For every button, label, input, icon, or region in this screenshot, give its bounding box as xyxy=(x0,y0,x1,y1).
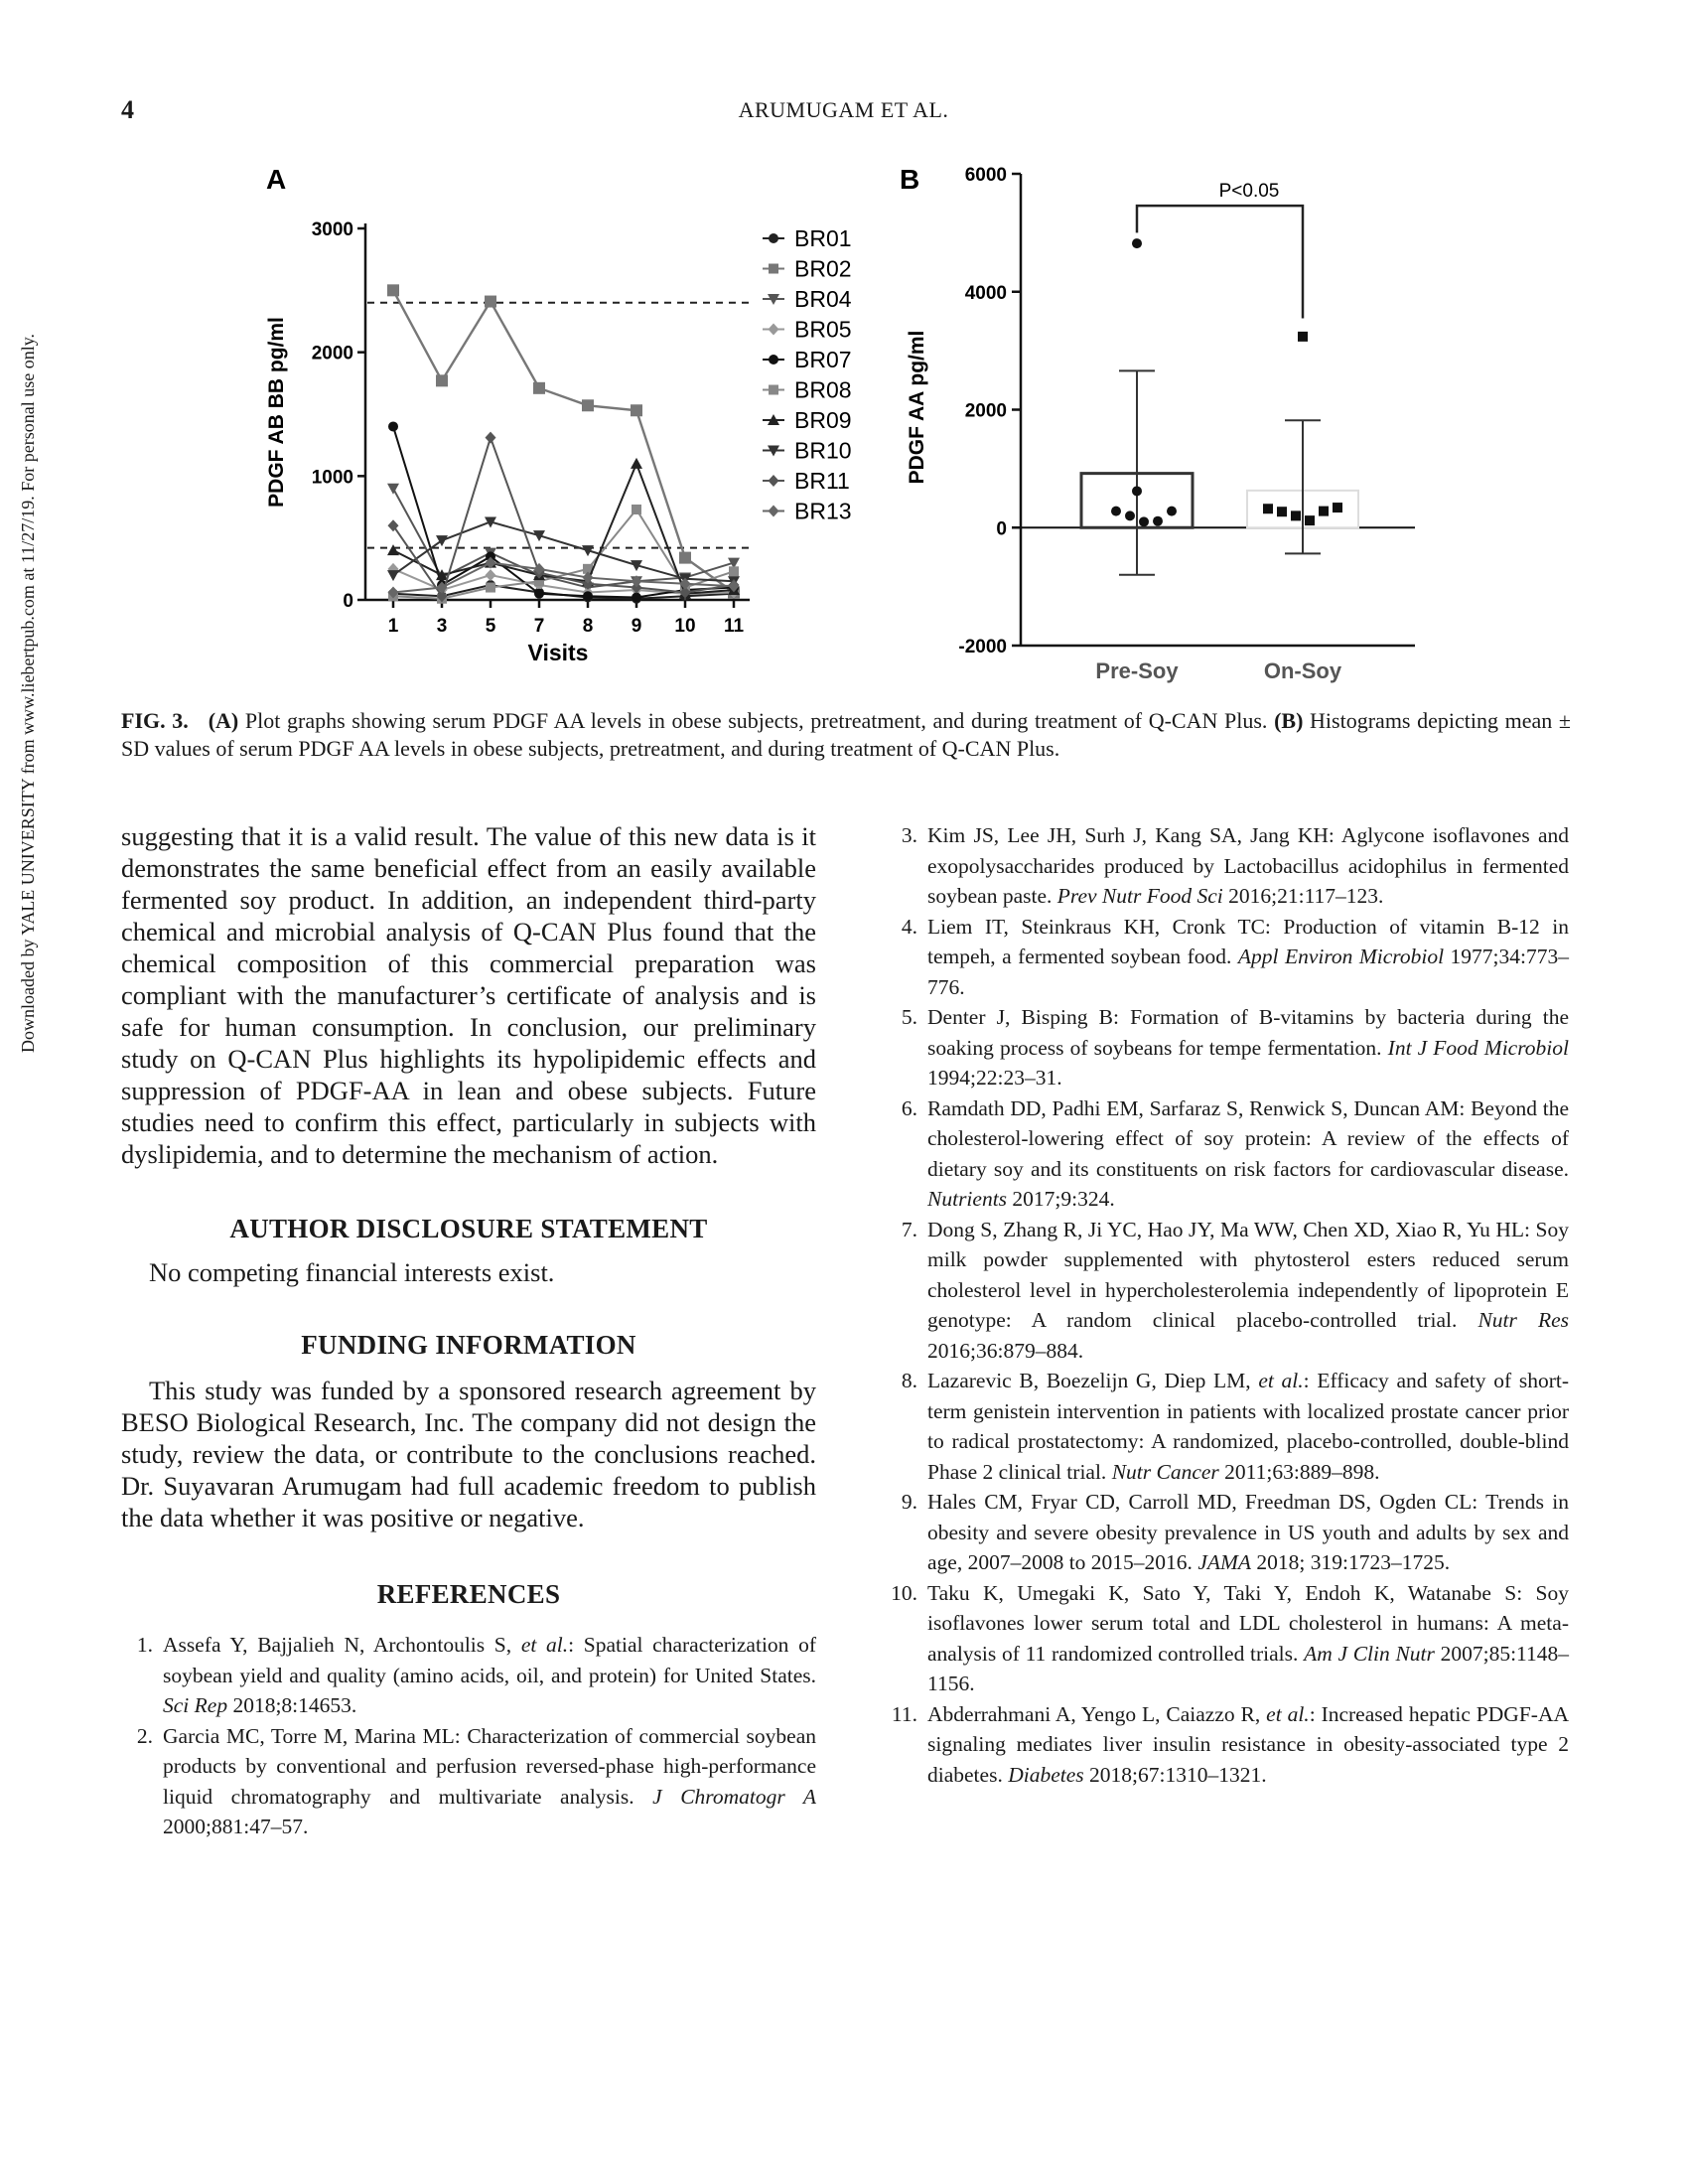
caption-a-text: Plot graphs showing serum PDGF AA levels in obese subjects, pretreatment, and during treatment of Q-CAN Plus. xyxy=(238,708,1275,733)
reference-item xyxy=(874,1578,1569,1699)
reference-details: 2017;9:324. xyxy=(1007,1187,1115,1211)
chart-a-x-tick-label: 11 xyxy=(723,616,745,637)
reference-item xyxy=(874,912,1569,1003)
reference-authors-title: Taku K, Umegaki K, Sato Y, Taki Y, Endoh K, Watanabe S: Soy isoflavones lower serum total and LDL cholesterol in humans: A meta-analysis of 11 randomized controlled trials. xyxy=(927,1580,1569,1666)
chart-b-point-pre-soy xyxy=(1167,507,1177,516)
legend-swatch-marker xyxy=(769,324,779,336)
reference-number: 8. xyxy=(901,1369,917,1392)
chart-a-point-br08 xyxy=(486,583,495,593)
reference-details: 1994;22:23–31. xyxy=(927,1066,1062,1090)
reference-number: 1. xyxy=(136,1633,153,1657)
chart-a-point-br09 xyxy=(631,458,642,469)
reference-authors-title: Liem IT, Steinkraus KH, Cronk TC: Production of vitamin B-12 in tempeh, a fermented soybean food. xyxy=(927,914,1569,968)
reference-item xyxy=(874,1215,1569,1367)
chart-b-ylabel: PDGF AA pg/ml xyxy=(906,330,928,485)
reference-item xyxy=(874,1699,1569,1791)
reference-text xyxy=(927,1093,1569,1215)
chart-a-point-br04 xyxy=(387,484,399,495)
reference-authors-title: Kim JS, Lee JH, Surh J, Kang SA, Jang KH: Aglycone isoflavones and exopolysaccharides produced by Lactobacillus acidophilus in fermented soybean paste. xyxy=(927,823,1569,908)
reference-text xyxy=(163,1630,816,1721)
reference-italic: Nutr Res xyxy=(1477,1308,1569,1332)
legend-swatch-marker xyxy=(769,506,779,517)
reference-number: 9. xyxy=(901,1490,917,1514)
reference-journal: Sci Rep xyxy=(163,1693,228,1717)
chart-b-y-tick-label: 2000 xyxy=(964,400,1007,422)
legend-item: BR04 xyxy=(794,286,852,312)
page-number: 4 xyxy=(121,95,134,124)
significance-label: P<0.05 xyxy=(1218,181,1280,202)
chart-a-point-br02 xyxy=(582,399,594,411)
reference-details: : Efficacy and safety of short-term genistein intervention in patients with localized prostate cancer prior to radical prostatectomy: A randomized, placebo-controlled, double-blind Phase 2 clinical trial. xyxy=(927,1369,1569,1484)
reference-text xyxy=(927,1487,1569,1578)
reference-details: 2007;85:1148–1156. xyxy=(927,1641,1569,1695)
reference-item xyxy=(874,1487,1569,1578)
reference-italic: et al. xyxy=(1266,1701,1310,1726)
legend-item: BR02 xyxy=(794,255,852,282)
chart-a-point-br02 xyxy=(436,374,448,386)
reference-number: 10. xyxy=(891,1580,917,1605)
chart-a-point-br02 xyxy=(485,296,496,308)
caption-b-mark: (B) xyxy=(1274,708,1304,733)
disclosure-text: No competing financial interests exist. xyxy=(149,1257,555,1287)
panel-b-label: B xyxy=(900,164,920,195)
chart-a-point-br08 xyxy=(632,505,641,514)
legend-item: BR10 xyxy=(794,437,852,464)
chart-b-y-tick-label: 4000 xyxy=(964,282,1007,304)
references-list-right xyxy=(874,820,1569,1790)
chart-a-y-tick-label: 0 xyxy=(343,591,353,612)
left-column xyxy=(121,820,816,1842)
reference-text xyxy=(927,912,1569,1003)
reference-item xyxy=(121,1630,816,1721)
chart-b-point-on-soy xyxy=(1291,510,1301,520)
reference-details: 2016;36:879–884. xyxy=(927,1338,1084,1363)
right-column xyxy=(874,820,1569,1790)
reference-authors-title: Garcia MC, Torre M, Marina ML: Characterization of commercial soybean products by conventional and perfusion reversed-phase high-performance liquid chromatography and multivariate analysis. xyxy=(163,1723,816,1809)
chart-a-xlabel: Visits xyxy=(527,640,589,665)
reference-italic: et al. xyxy=(520,1633,569,1657)
legend-item: BR01 xyxy=(794,225,852,251)
chart-b xyxy=(906,165,1415,683)
reference-italic: et al. xyxy=(1258,1369,1304,1392)
chart-a-point-br11 xyxy=(486,432,496,444)
reference-item xyxy=(874,820,1569,912)
funding-heading: FUNDING INFORMATION xyxy=(301,1330,636,1360)
legend-swatch-marker xyxy=(769,385,778,395)
reference-details: 1977;34:773–776. xyxy=(927,945,1569,999)
chart-a-ylabel: PDGF AB BB pg/ml xyxy=(265,317,288,508)
references-list-left xyxy=(121,1630,816,1842)
caption-a-mark: (A) xyxy=(208,708,239,733)
reference-text xyxy=(163,1721,816,1842)
chart-b-point-on-soy xyxy=(1305,515,1315,525)
caption-b-text: Histograms depicting mean ± SD values of serum PDGF AA levels in obese subjects, pretreatment, and during treatment of Q-CAN Plus. xyxy=(121,708,1571,761)
reference-number: 3. xyxy=(901,823,917,847)
reference-citation: 2018;67:1310–1321. xyxy=(1083,1762,1267,1787)
chart-a-point-br07 xyxy=(388,421,398,431)
chart-a-x-tick-label: 8 xyxy=(582,616,594,637)
reference-authors-title: Ramdath DD, Padhi EM, Sarfaraz S, Renwick S, Duncan AM: Beyond the cholesterol-lowering effect of soy protein: A review of the effects of dietary soy and its constituents on risk factors for cardiovascular disease. xyxy=(927,1095,1569,1181)
reference-text xyxy=(927,1002,1569,1093)
reference-details: : Increased hepatic PDGF-AA signaling mediates liver insulin resistance in obesity-associated type 2 diabetes. xyxy=(927,1701,1569,1787)
reference-authors-title: Dong S, Zhang R, Ji YC, Hao JY, Ma WW, Chen XD, Xiao R, Yu HL: Soy milk powder supplemented with phytosterol esters reduced serum cholesterol level in hypercholesterolemia independently of lipoprotein E genotype: A random clinical placebo-controlled trial. xyxy=(927,1217,1569,1332)
chart-b-point-on-soy xyxy=(1277,507,1287,516)
chart-a-point-br07 xyxy=(632,593,641,603)
reference-item xyxy=(874,1093,1569,1215)
funding-text: This study was funded by a sponsored research agreement by BESO Biological Research, Inc. The company did not design the study, review the data, or contribute to the conclusions reached. Dr. Suyavaran Arumugam had full academic freedom to publish the data whether it was positive or negative. xyxy=(121,1376,816,1532)
figure-caption xyxy=(121,707,1571,763)
chart-b-point-pre-soy xyxy=(1125,510,1135,520)
reference-authors-title: Assefa Y, Bajjalieh N, Archontoulis S, xyxy=(163,1633,521,1657)
figure-3 xyxy=(0,0,1687,695)
reference-authors-title: Abderrahmani A, Yengo L, Caiazzo R, xyxy=(927,1701,1267,1726)
reference-text xyxy=(927,820,1569,912)
legend-item: BR07 xyxy=(794,347,852,372)
reference-number: 7. xyxy=(901,1217,917,1241)
chart-b-category-label: Pre-Soy xyxy=(1095,658,1179,683)
reference-text xyxy=(927,1699,1569,1791)
caption-fig-label: FIG. 3. xyxy=(121,708,189,733)
chart-b-point-pre-soy xyxy=(1132,486,1142,496)
download-notice: Downloaded by YALE UNIVERSITY from www.liebertpub.com at 11/27/19. For personal use only. xyxy=(18,333,38,1053)
legend-item: BR13 xyxy=(794,498,852,524)
chart-b-y-tick-label: -2000 xyxy=(958,637,1007,657)
chart-a-point-br07 xyxy=(583,591,593,601)
legend-swatch-marker xyxy=(769,475,779,487)
chart-b-point-on-soy xyxy=(1263,504,1273,513)
chart-a xyxy=(265,219,852,665)
chart-b-point-pre-soy xyxy=(1111,507,1121,516)
chart-a-x-tick-label: 5 xyxy=(485,616,496,637)
chart-b-category-label: On-Soy xyxy=(1263,658,1342,683)
chart-a-point-br02 xyxy=(631,404,642,416)
reference-details: 2018; 319:1723–1725. xyxy=(1251,1550,1451,1574)
chart-b-point-on-soy xyxy=(1333,503,1342,512)
legend-swatch-marker xyxy=(769,355,778,364)
legend-swatch-marker xyxy=(769,233,778,243)
reference-number: 6. xyxy=(901,1095,917,1120)
reference-journal: Nutr Cancer xyxy=(1111,1459,1219,1484)
legend-item: BR05 xyxy=(794,316,852,343)
chart-a-point-br02 xyxy=(679,552,691,564)
reference-number: 5. xyxy=(901,1005,917,1029)
chart-b-point-pre-soy xyxy=(1153,516,1163,526)
chart-a-x-tick-label: 3 xyxy=(436,616,448,637)
reference-italic: J Chromatogr A xyxy=(652,1784,816,1809)
reference-italic: Appl Environ Microbiol xyxy=(1237,945,1445,968)
reference-item xyxy=(121,1721,816,1842)
reference-number: 4. xyxy=(901,914,917,939)
chart-a-y-tick-label: 3000 xyxy=(311,219,353,240)
chart-a-point-br08 xyxy=(729,566,739,576)
chart-a-x-tick-label: 9 xyxy=(631,616,642,637)
reference-details: 2016;21:117–123. xyxy=(1222,884,1384,908)
chart-a-point-br02 xyxy=(387,284,399,296)
chart-a-point-br07 xyxy=(534,589,544,599)
chart-a-x-tick-label: 1 xyxy=(387,616,399,637)
discussion-paragraph: suggesting that it is a valid result. The value of this new data is it demonstrates the same beneficial effect from an easily available fermented soy product. In addition, an independent third-party chemical and microbial analysis of Q-CAN Plus found that the chemical composition of this commercial preparation was compliant with the manufacturer’s certificate of analysis and is safe for human consumption. In conclusion, our preliminary study on Q-CAN Plus highlights its hypolipidemic effects and suppression of PDGF-AA in lean and obese subjects. Future studies need to confirm this effect, particularly in subjects with dyslipidemia, and to determine the mechanism of action. xyxy=(121,821,816,1169)
reference-item xyxy=(874,1002,1569,1093)
disclosure-heading: AUTHOR DISCLOSURE STATEMENT xyxy=(229,1214,708,1243)
reference-text xyxy=(927,1366,1569,1487)
chart-a-point-br02 xyxy=(533,382,545,394)
legend-item: BR08 xyxy=(794,376,852,403)
reference-authors-title: Lazarevic B, Boezelijn G, Diep LM, xyxy=(927,1369,1259,1392)
reference-authors-title: Denter J, Bisping B: Formation of B-vitamins by bacteria during the soaking process of soybeans for tempe fermentation. xyxy=(927,1005,1569,1060)
chart-a-point-br10 xyxy=(387,570,399,581)
reference-details: 2000;881:47–57. xyxy=(163,1815,309,1838)
chart-a-series-line-br07 xyxy=(393,426,734,597)
chart-a-point-br10 xyxy=(436,535,448,546)
reference-text xyxy=(927,1215,1569,1367)
chart-a-y-tick-label: 2000 xyxy=(311,343,353,364)
chart-a-x-tick-label: 10 xyxy=(674,616,696,637)
chart-a-point-br09 xyxy=(387,544,399,555)
legend-swatch-marker xyxy=(769,264,778,274)
running-head: ARUMUGAM ET AL. xyxy=(738,97,949,122)
reference-italic: Nutrients xyxy=(927,1187,1008,1211)
chart-b-y-tick-label: 0 xyxy=(996,518,1007,540)
chart-b-point-on-soy xyxy=(1298,332,1308,342)
reference-italic: Am J Clin Nutr xyxy=(1304,1641,1435,1666)
reference-citation: 2011;63:889–898. xyxy=(1218,1459,1380,1484)
chart-a-y-tick-label: 1000 xyxy=(311,467,353,489)
reference-italic: Int J Food Microbiol xyxy=(1387,1035,1569,1060)
chart-b-point-pre-soy xyxy=(1139,516,1149,526)
significance-bracket xyxy=(1137,206,1303,318)
chart-a-point-br05 xyxy=(486,569,496,581)
reference-citation: 2018;8:14653. xyxy=(227,1693,357,1717)
reference-italic: JAMA xyxy=(1197,1550,1252,1574)
reference-authors-title: Hales CM, Fryar CD, Carroll MD, Freedman DS, Ogden CL: Trends in obesity and severe obesity prevalence in US youth and adults by sex and age, 2007–2008 to 2015–2016. xyxy=(927,1490,1569,1574)
chart-b-point-on-soy xyxy=(1319,507,1329,516)
reference-number: 2. xyxy=(136,1723,153,1748)
chart-a-x-tick-label: 7 xyxy=(533,616,545,637)
references-heading: REFERENCES xyxy=(376,1579,561,1609)
legend-item: BR11 xyxy=(794,468,850,494)
reference-text xyxy=(927,1578,1569,1699)
panel-a-label: A xyxy=(266,164,287,195)
legend-item: BR09 xyxy=(794,407,852,433)
reference-item xyxy=(874,1366,1569,1487)
chart-b-point-pre-soy xyxy=(1132,238,1142,248)
chart-b-y-tick-label: 6000 xyxy=(964,165,1007,186)
reference-journal: Diabetes xyxy=(1008,1762,1084,1787)
reference-details: : Spatial characterization of soybean yield and quality (amino acids, oil, and protein) for United States. xyxy=(163,1633,817,1687)
reference-number: 11. xyxy=(891,1701,917,1726)
reference-italic: Prev Nutr Food Sci xyxy=(1056,884,1223,908)
